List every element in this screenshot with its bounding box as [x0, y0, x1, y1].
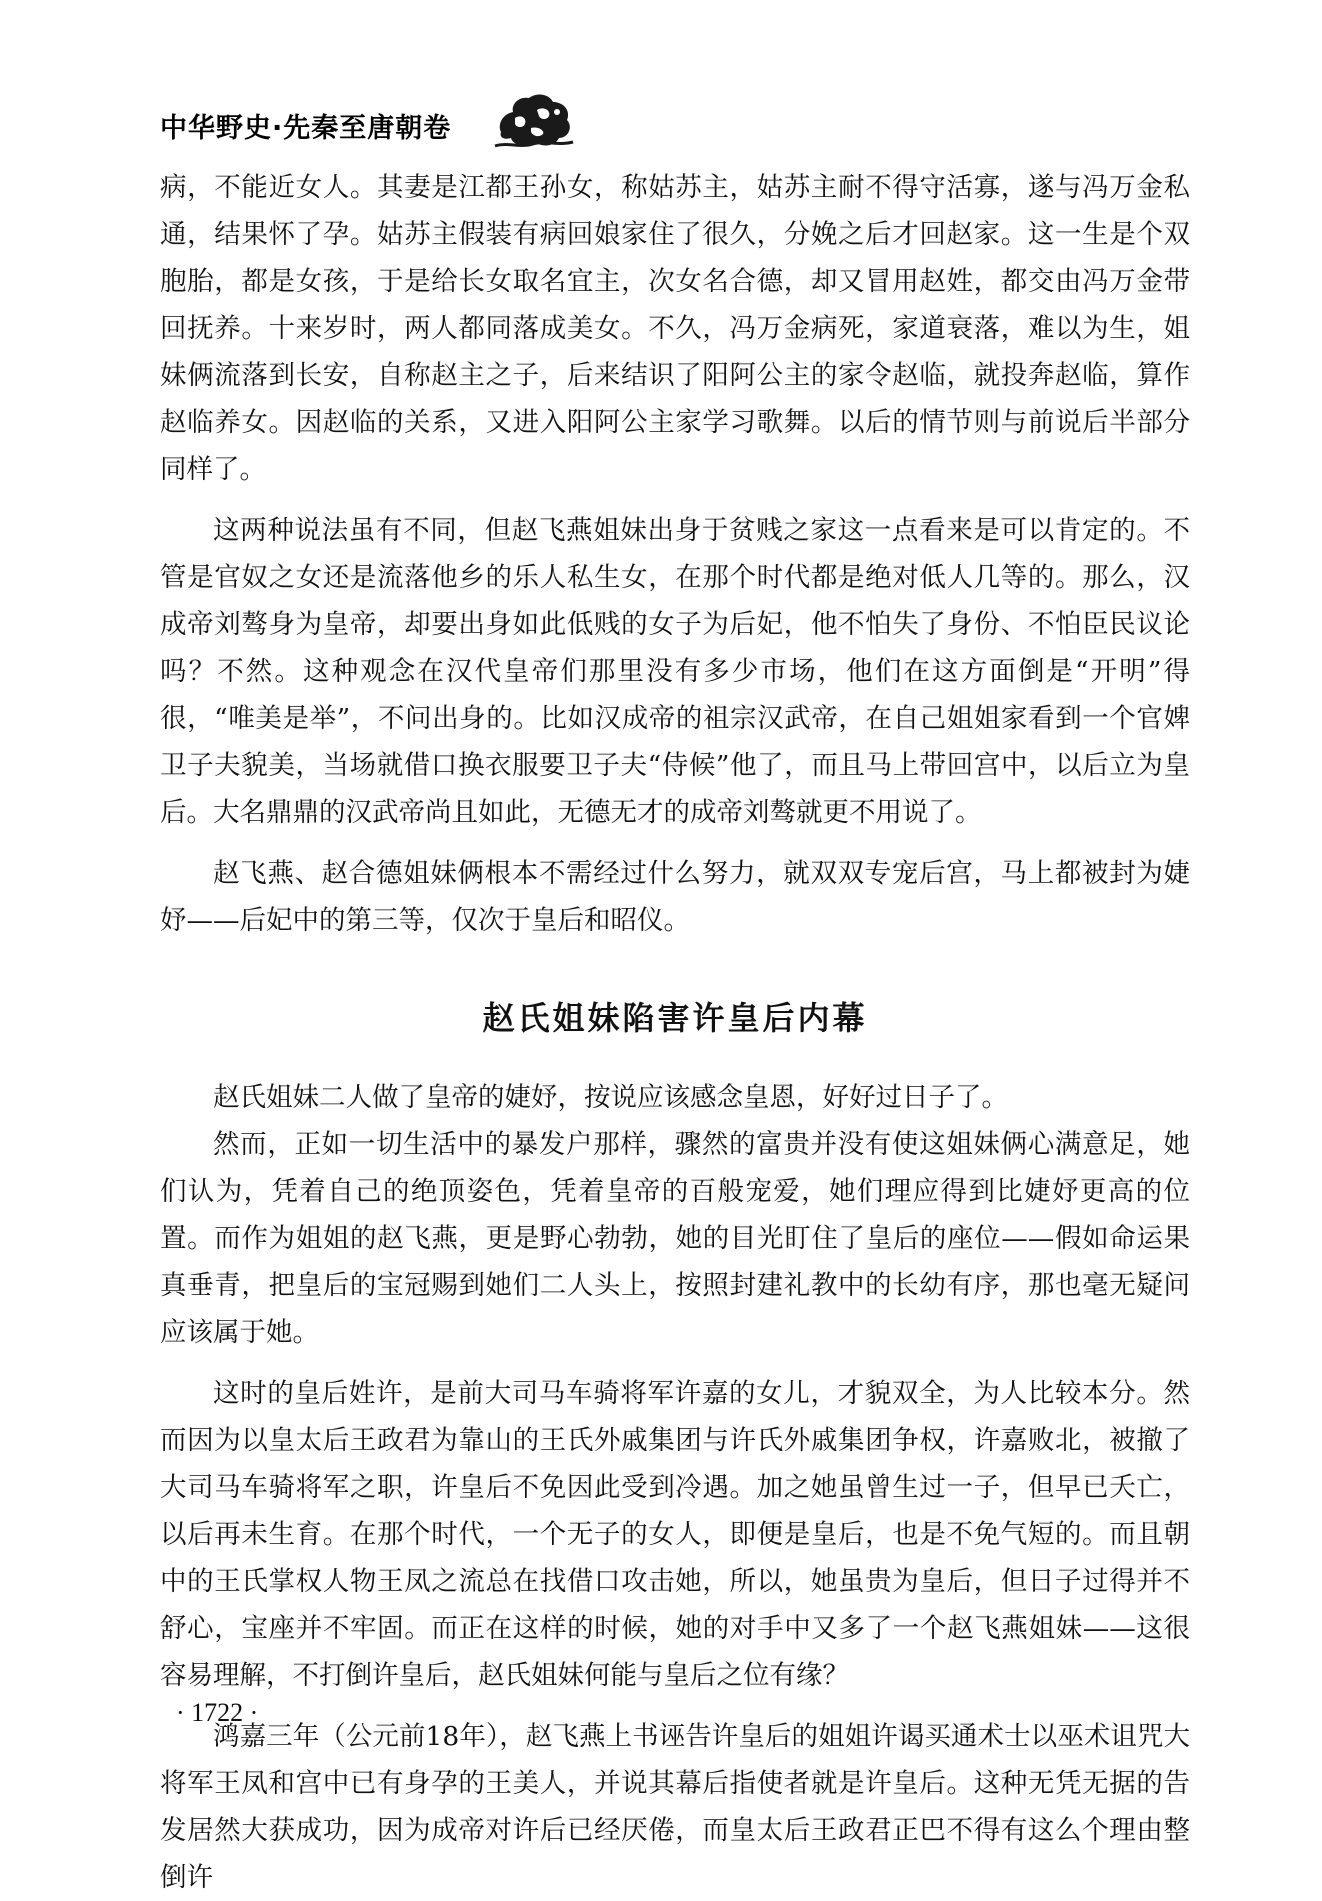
paragraph: 然而，正如一切生活中的暴发户那样，骤然的富贵并没有使这姐妹俩心满意足，她们认为，凭着自己的绝顶姿色，凭着皇帝的百般宠爱，她们理应得到比婕妤更高的位置。而作为姐姐的赵飞燕，更是野心勃勃，她的目光盯住了皇后的座位——假如命运果真垂青，把皇后的宝冠赐到她们二人头上，按照封建礼教中的长幼有序，那也毫无疑问应该属于她。 — [160, 1129, 1190, 1348]
dragon-emblem-icon — [493, 88, 575, 154]
paragraph: 赵飞燕、赵合德姐妹俩根本不需经过什么努力，就双双专宠后宫，马上都被封为婕妤——后妃中的第三等，仅次于皇后和昭仪。 — [160, 858, 1190, 936]
paragraph: 赵氏姐妹二人做了皇帝的婕妤，按说应该感念皇恩，好好过日子了。 — [213, 1082, 1008, 1113]
book-title: 中华野史·先秦至唐朝卷 — [160, 113, 452, 144]
running-header — [160, 88, 580, 154]
paragraph: 这两种说法虽有不同，但赵飞燕姐妹出身于贫贱之家这一点看来是可以肯定的。不管是官奴之女还是流落他乡的乐人私生女，在那个时代都是绝对低人几等的。那么，汉成帝刘骜身为皇帝，却要出身如此低贱的女子为后妃，他不怕失了身份、不怕臣民议论吗？不然。这种观念在汉代皇帝们那里没有多少市场，他们在这方面倒是“开明”得很，“唯美是举”，不问出身的。比如汉成帝的祖宗汉武帝，在自己姐姐家看到一个官婢卫子夫貌美，当场就借口换衣服要卫子夫“侍候”他了，而且马上带回宫中，以后立为皇后。大名鼎鼎的汉武帝尚且如此，无德无才的成帝刘骜就更不用说了。 — [160, 515, 1190, 828]
page-number: · 1722 · — [176, 1698, 259, 1727]
paragraph: 鸿嘉三年（公元前18年），赵飞燕上书诬告许皇后的姐姐许谒买通术士以巫术诅咒大将军王凤和宫中已有身孕的王美人，并说其幕后指使者就是许皇后。这种无凭无据的告发居然大获成功，因为成帝对许后已经厌倦，而皇太后王政君正巴不得有这么个理由整倒许 — [160, 1721, 1190, 1893]
paragraph: 病，不能近女人。其妻是江都王孙女，称姑苏主，姑苏主耐不得守活寡，遂与冯万金私通，结果怀了孕。姑苏主假装有病回娘家住了很久，分娩之后才回赵家。这一生是个双胞胎，都是女孩，于是给长女取名宜主，次女名合德，却又冒用赵姓，都交由冯万金带回抚养。十来岁时，两人都同落成美女。不久，冯万金病死，家道衰落，难以为生，姐妹俩流落到长安，自称赵主之子，后来结识了阳阿公主的家令赵临，就投奔赵临，算作赵临养女。因赵临的关系，又进入阳阿公主家学习歌舞。以后的情节则与前说后半部分同样了。 — [160, 172, 1190, 485]
paragraph: 这时的皇后姓许，是前大司马车骑将军许嘉的女儿，才貌双全，为人比较本分。然而因为以皇太后王政君为靠山的王氏外戚集团与许氏外戚集团争权，许嘉败北，被撤了大司马车骑将军之职，许皇后不免因此受到冷遇。加之她虽曾生过一子，但早已夭亡，以后再未生育。在那个时代，一个无子的女人，即便是皇后，也是不免气短的。而且朝中的王氏掌权人物王凤之流总在找借口攻击她，所以，她虽贵为皇后，但日子过得并不舒心，宝座并不牢固。而正在这样的时候，她的对手中又多了一个赵飞燕姐妹——这很容易理解，不打倒许皇后，赵氏姐妹何能与皇后之位有缘？ — [160, 1378, 1190, 1691]
section-title: 赵氏姐妹陷害许皇后内幕 — [482, 999, 868, 1037]
page-body — [160, 164, 1190, 1901]
paragraphs-before — [160, 164, 1190, 944]
paragraphs-after — [160, 1074, 1190, 1901]
